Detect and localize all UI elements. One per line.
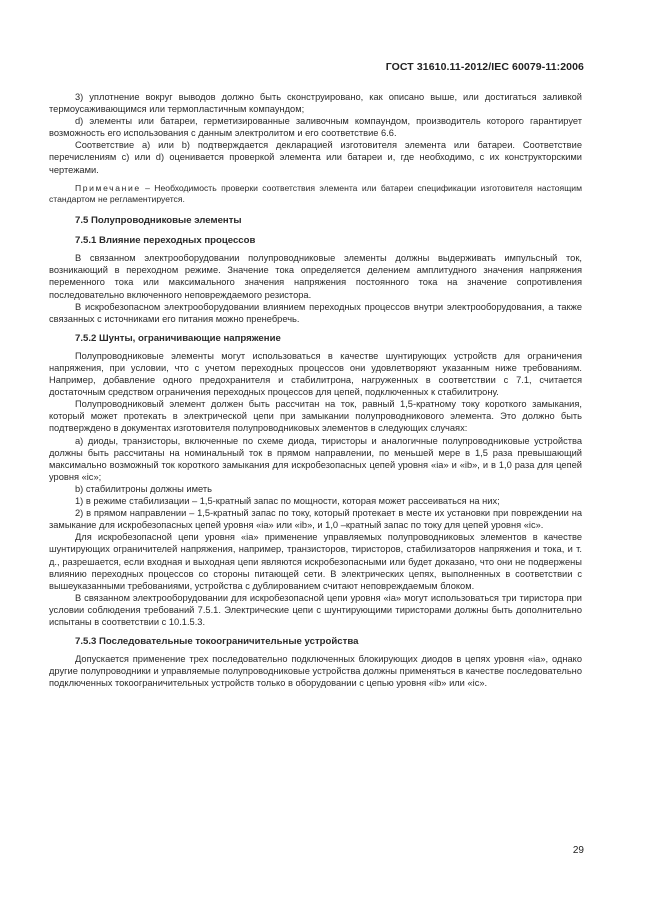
page-body: [49, 91, 582, 689]
subsection-heading: 7.5.2 Шунты, ограничивающие напряжение: [75, 332, 281, 344]
paragraph: Для искробезопасной цепи уровня «ia» применение управляемых полупроводниковых элементов в качестве шунтирующих ограничителей напряжения, например, транзисторов, тиристоров, стабилизаторов напряжения и тока, и т. д., разрешается, если входная и выходная цепи являются искробезопасными или будет доказано, что они не подвержены влиянию переходных процессов со стороны питающей сети. В электрических цепях, выполненных в соответствии с вышеуказанными требованиями, устройства с дублированием считают неповреждаемым блоком.: [49, 532, 582, 591]
page-number: 29: [572, 845, 584, 856]
note-text: – Необходимость проверки соответствия элемента или батареи спецификации изготовителя настоящим стандартом не регламентируется.: [49, 182, 582, 204]
list-item: 2) в прямом направлении – 1,5-кратный запас по току, который протекает в месте их установки при повреждении на замыкание для искробезопасных цепей уровня «ia» или «ib», и 1,0 –кратный запас по току для цепей уровня «ic».: [49, 508, 582, 531]
section-heading: 7.5 Полупроводниковые элементы: [75, 215, 242, 227]
document-header: ГОСТ 31610.11-2012/IEC 60079-11:2006: [385, 61, 584, 73]
paragraph: 3) уплотнение вокруг выводов должно быть сконструировано, как описано выше, или достигаться заливкой термоусаживающимся или термопластичным компаундом;: [49, 92, 582, 115]
list-item: b) стабилитроны должны иметь: [75, 483, 212, 494]
paragraph: Допускается применение трех последовательно подключенных блокирующих диодов в цепях уровня «ia», однако другие полупроводники и управляемые полупроводниковые устройства должны применяться в качестве последовательно подключенных токоограничительных устройств только в оборудовании с цепью уровня «ib» или «ic».: [49, 654, 582, 689]
paragraph: В связанном электрооборудовании для искробезопасной цепи уровня «ia» могут использоваться три тиристора при условии соблюдения требований 7.5.1. Электрические цепи с шунтирующими тиристорами должны быть дополнительно испытаны в соответствии с 10.1.5.3.: [49, 592, 582, 627]
paragraph: Полупроводниковый элемент должен быть рассчитан на ток, равный 1,5-кратному току короткого замыкания, который может протекать в электрической цепи при замыкании полупроводникового элемента. Это должно быть подтверждено в документах изготовителя полупроводниковых элементов в следующих случаях:: [49, 399, 582, 434]
note: [49, 183, 582, 205]
subsection-heading: 7.5.3 Последовательные токоограничительные устройства: [75, 636, 359, 648]
note-label: Примечание: [75, 182, 141, 193]
subsection-heading: 7.5.1 Влияние переходных процессов: [75, 235, 256, 247]
list-item: 1) в режиме стабилизации – 1,5-кратный запас по мощности, которая может рассеиваться на них;: [75, 496, 500, 507]
paragraph: В искробезопасном электрооборудовании влиянием переходных процессов внутри электрооборудования, а также связанных с источниками его питания можно пренебречь.: [49, 301, 582, 324]
paragraph: d) элементы или батареи, герметизированные заливочным компаундом, производитель которого гарантирует возможность его использования с данным электролитом и его соответствие 6.6.: [49, 116, 582, 139]
paragraph: В связанном электрооборудовании полупроводниковые элементы должны выдерживать импульсный ток, возникающий в переходном режиме. Значение тока определяется делением амплитудного значения напряжения переменного тока или максимального значения напряжения постоянного тока на значение сопротивления последовательно включенного неповреждаемого резистора.: [49, 253, 582, 300]
list-item: a) диоды, транзисторы, включенные по схеме диода, тиристоры и аналогичные полупроводниковые устройства должны быть рассчитаны на номинальный ток в прямом направлении, по меньшей мере в 1,5 раза превышающий максимально возможный ток короткого замыкания для искробезопасных цепей уровня «ia» и «ib», и в 1,0 раза для цепей уровня «ic»;: [49, 435, 582, 482]
paragraph: Полупроводниковые элементы могут использоваться в качестве шунтирующих устройств для ограничения напряжения, при условии, что с учетом переходных процессов они удовлетворяют указанным ниже требованиям. Например, добавление одного предохранителя и стабилитрона, нагруженных в соответствии с 7.1, считается достаточным средством ограничения переходных процессов для цепей, подключенных к стабилитрону.: [49, 350, 582, 398]
paragraph: Соответствие a) или b) подтверждается декларацией изготовителя элемента или батареи. Соответствие перечислениям c) или d) оценивается проверкой элемента или батареи и, где необходимо, с их конструкторскими чертежами.: [49, 140, 582, 175]
